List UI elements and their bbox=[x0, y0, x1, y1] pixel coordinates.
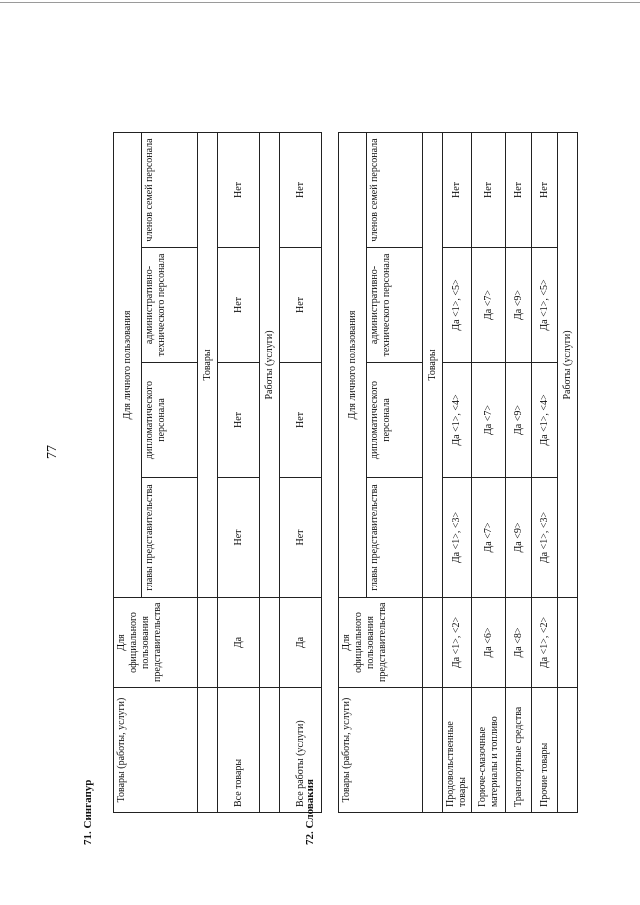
header-head: главы представительства bbox=[142, 478, 198, 598]
header-head: главы представительства bbox=[367, 478, 423, 598]
cell-empty bbox=[260, 598, 280, 688]
table-row bbox=[280, 132, 322, 812]
cell-value: Да <1>, <4> bbox=[532, 363, 558, 478]
table-row bbox=[506, 132, 532, 812]
header-diplomatic: дипломатического персонала bbox=[367, 363, 423, 478]
cell-value: Нет bbox=[280, 248, 322, 363]
cell-value: Нет bbox=[532, 132, 558, 247]
cell-value: Нет bbox=[443, 132, 472, 247]
cell-empty bbox=[198, 598, 218, 688]
cell-empty bbox=[198, 688, 218, 813]
header-family: членов семей персонала bbox=[142, 132, 198, 247]
header-family: членов семей персонала bbox=[367, 132, 423, 247]
cell-value: Да <7> bbox=[472, 363, 506, 478]
header-official: Для официального пользования представительства bbox=[339, 598, 423, 688]
row-name: Горюче-смазочные материалы и топливо bbox=[472, 688, 506, 813]
cell-empty bbox=[423, 598, 443, 688]
cell-empty bbox=[558, 598, 578, 688]
table-row bbox=[472, 132, 506, 812]
cell-value: Нет bbox=[218, 248, 260, 363]
row-name: Все работы (услуги) bbox=[280, 688, 322, 813]
header-personal: Для личного пользования bbox=[339, 132, 367, 597]
row-name: Продовольственные товары bbox=[443, 688, 472, 813]
page-number: 77 bbox=[45, 445, 60, 459]
table-row bbox=[218, 132, 260, 812]
table-slovakia bbox=[338, 132, 578, 813]
header-admin: административно-технического персонала bbox=[142, 248, 198, 363]
cell-value: Да <1>, <2> bbox=[532, 598, 558, 688]
table-row bbox=[443, 132, 472, 812]
group-label-goods: Товары bbox=[423, 132, 443, 597]
cell-value: Нет bbox=[506, 132, 532, 247]
cell-empty bbox=[260, 688, 280, 813]
header-goods: Товары (работы, услуги) bbox=[114, 688, 198, 813]
cell-value: Да <1>, <4> bbox=[443, 363, 472, 478]
header-goods: Товары (работы, услуги) bbox=[339, 688, 423, 813]
cell-value: Нет bbox=[472, 132, 506, 247]
cell-value: Да <6> bbox=[472, 598, 506, 688]
header-official: Для официального пользования представительства bbox=[114, 598, 198, 688]
cell-value: Да <1>, <3> bbox=[532, 478, 558, 598]
cell-value: Нет bbox=[218, 132, 260, 247]
group-label-goods: Товары bbox=[198, 132, 218, 597]
header-personal: Для личного пользования bbox=[114, 132, 142, 597]
cell-value: Да <7> bbox=[472, 248, 506, 363]
group-label-services: Работы (услуги) bbox=[558, 132, 578, 597]
cell-value: Да <7> bbox=[472, 478, 506, 598]
cell-value: Нет bbox=[218, 363, 260, 478]
header-admin: административно-технического персонала bbox=[367, 248, 423, 363]
table-row bbox=[532, 132, 558, 812]
row-name: Все товары bbox=[218, 688, 260, 813]
header-diplomatic: дипломатического персонала bbox=[142, 363, 198, 478]
cell-value: Да <1>, <3> bbox=[443, 478, 472, 598]
cell-value: Да <8> bbox=[506, 598, 532, 688]
table-singapore bbox=[113, 132, 322, 813]
row-name: Прочие товары bbox=[532, 688, 558, 813]
row-name: Транспортные средства bbox=[506, 688, 532, 813]
cell-value: Нет bbox=[280, 363, 322, 478]
cell-empty bbox=[423, 688, 443, 813]
cell-value: Да <1>, <5> bbox=[443, 248, 472, 363]
cell-value: Да <9> bbox=[506, 248, 532, 363]
cell-empty bbox=[558, 688, 578, 813]
cell-value: Да <9> bbox=[506, 478, 532, 598]
section-title-singapore: 71. Сингапур bbox=[82, 779, 94, 845]
group-label-services: Работы (услуги) bbox=[260, 132, 280, 597]
cell-value: Нет bbox=[280, 478, 322, 598]
cell-value: Да <1>, <5> bbox=[532, 248, 558, 363]
cell-value: Нет bbox=[280, 132, 322, 247]
section-title-slovakia: 72. Словакия bbox=[304, 779, 316, 845]
cell-value: Да bbox=[280, 598, 322, 688]
cell-value: Да bbox=[218, 598, 260, 688]
cell-value: Да <9> bbox=[506, 363, 532, 478]
cell-value: Да <1>, <2> bbox=[443, 598, 472, 688]
cell-value: Нет bbox=[218, 478, 260, 598]
